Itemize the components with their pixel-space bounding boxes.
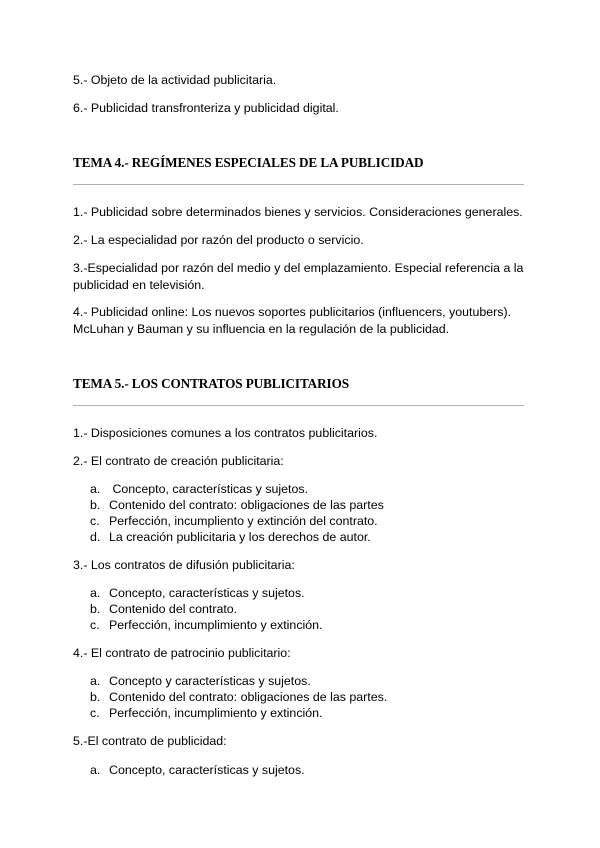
list-item: c. Perfección, incumplimiento y extinción.: [90, 618, 323, 632]
tema4-item-2: 2.- La especialidad por razón del producto o servicio.: [73, 233, 364, 247]
tema5-section-3-heading: 3.- Los contratos de difusión publicitaria:: [73, 558, 295, 572]
item-5-objeto: 5.- Objeto de la actividad publicitaria.: [73, 73, 277, 87]
tema5-section-4-heading: 4.- El contrato de patrocinio publicitario:: [73, 646, 291, 660]
tema5-section-2-heading: 2.- El contrato de creación publicitaria:: [73, 454, 284, 468]
tema5-section-5-heading: 5.-El contrato de publicidad:: [73, 734, 227, 748]
tema5-section-1: 1.- Disposiciones comunes a los contratos publicitarios.: [73, 426, 378, 440]
tema5-divider: [73, 405, 524, 406]
list-item: c. Perfección, incumplimiento y extinción.: [90, 706, 323, 720]
list-item: a. Concepto, características y sujetos.: [90, 482, 309, 496]
list-item: b. Contenido del contrato.: [90, 602, 238, 616]
tema4-divider: [73, 184, 524, 185]
tema4-item-3: 3.-Especialidad por razón del medio y del emplazamiento. Especial referencia a la publicidad en televisión.: [73, 261, 524, 292]
list-item: a. Concepto y características y sujetos.: [90, 674, 311, 688]
list-item: d. La creación publicitaria y los derechos de autor.: [90, 530, 371, 544]
tema4-item-1: 1.- Publicidad sobre determinados bienes y servicios. Consideraciones generales.: [73, 205, 523, 219]
list-item: a. Concepto, características y sujetos.: [90, 763, 305, 777]
tema5-title: TEMA 5.- LOS CONTRATOS PUBLICITARIOS: [73, 376, 349, 391]
tema4-title: TEMA 4.- REGÍMENES ESPECIALES DE LA PUBLICIDAD: [73, 155, 424, 170]
tema4-item-4: 4.- Publicidad online: Los nuevos soportes publicitarios (influencers, youtubers). McLuhan y Bauman y su influencia en la regulación de la publicidad.: [73, 305, 512, 336]
list-item: b. Contenido del contrato: obligaciones de las partes: [90, 498, 384, 512]
item-6-publicidad-transfronteriza: 6.- Publicidad transfronteriza y publicidad digital.: [73, 101, 339, 115]
list-item: b. Contenido del contrato: obligaciones de las partes.: [90, 690, 388, 704]
list-item: a. Concepto, características y sujetos.: [90, 586, 305, 600]
list-item: c. Perfección, incumpliento y extinción del contrato.: [90, 514, 378, 528]
